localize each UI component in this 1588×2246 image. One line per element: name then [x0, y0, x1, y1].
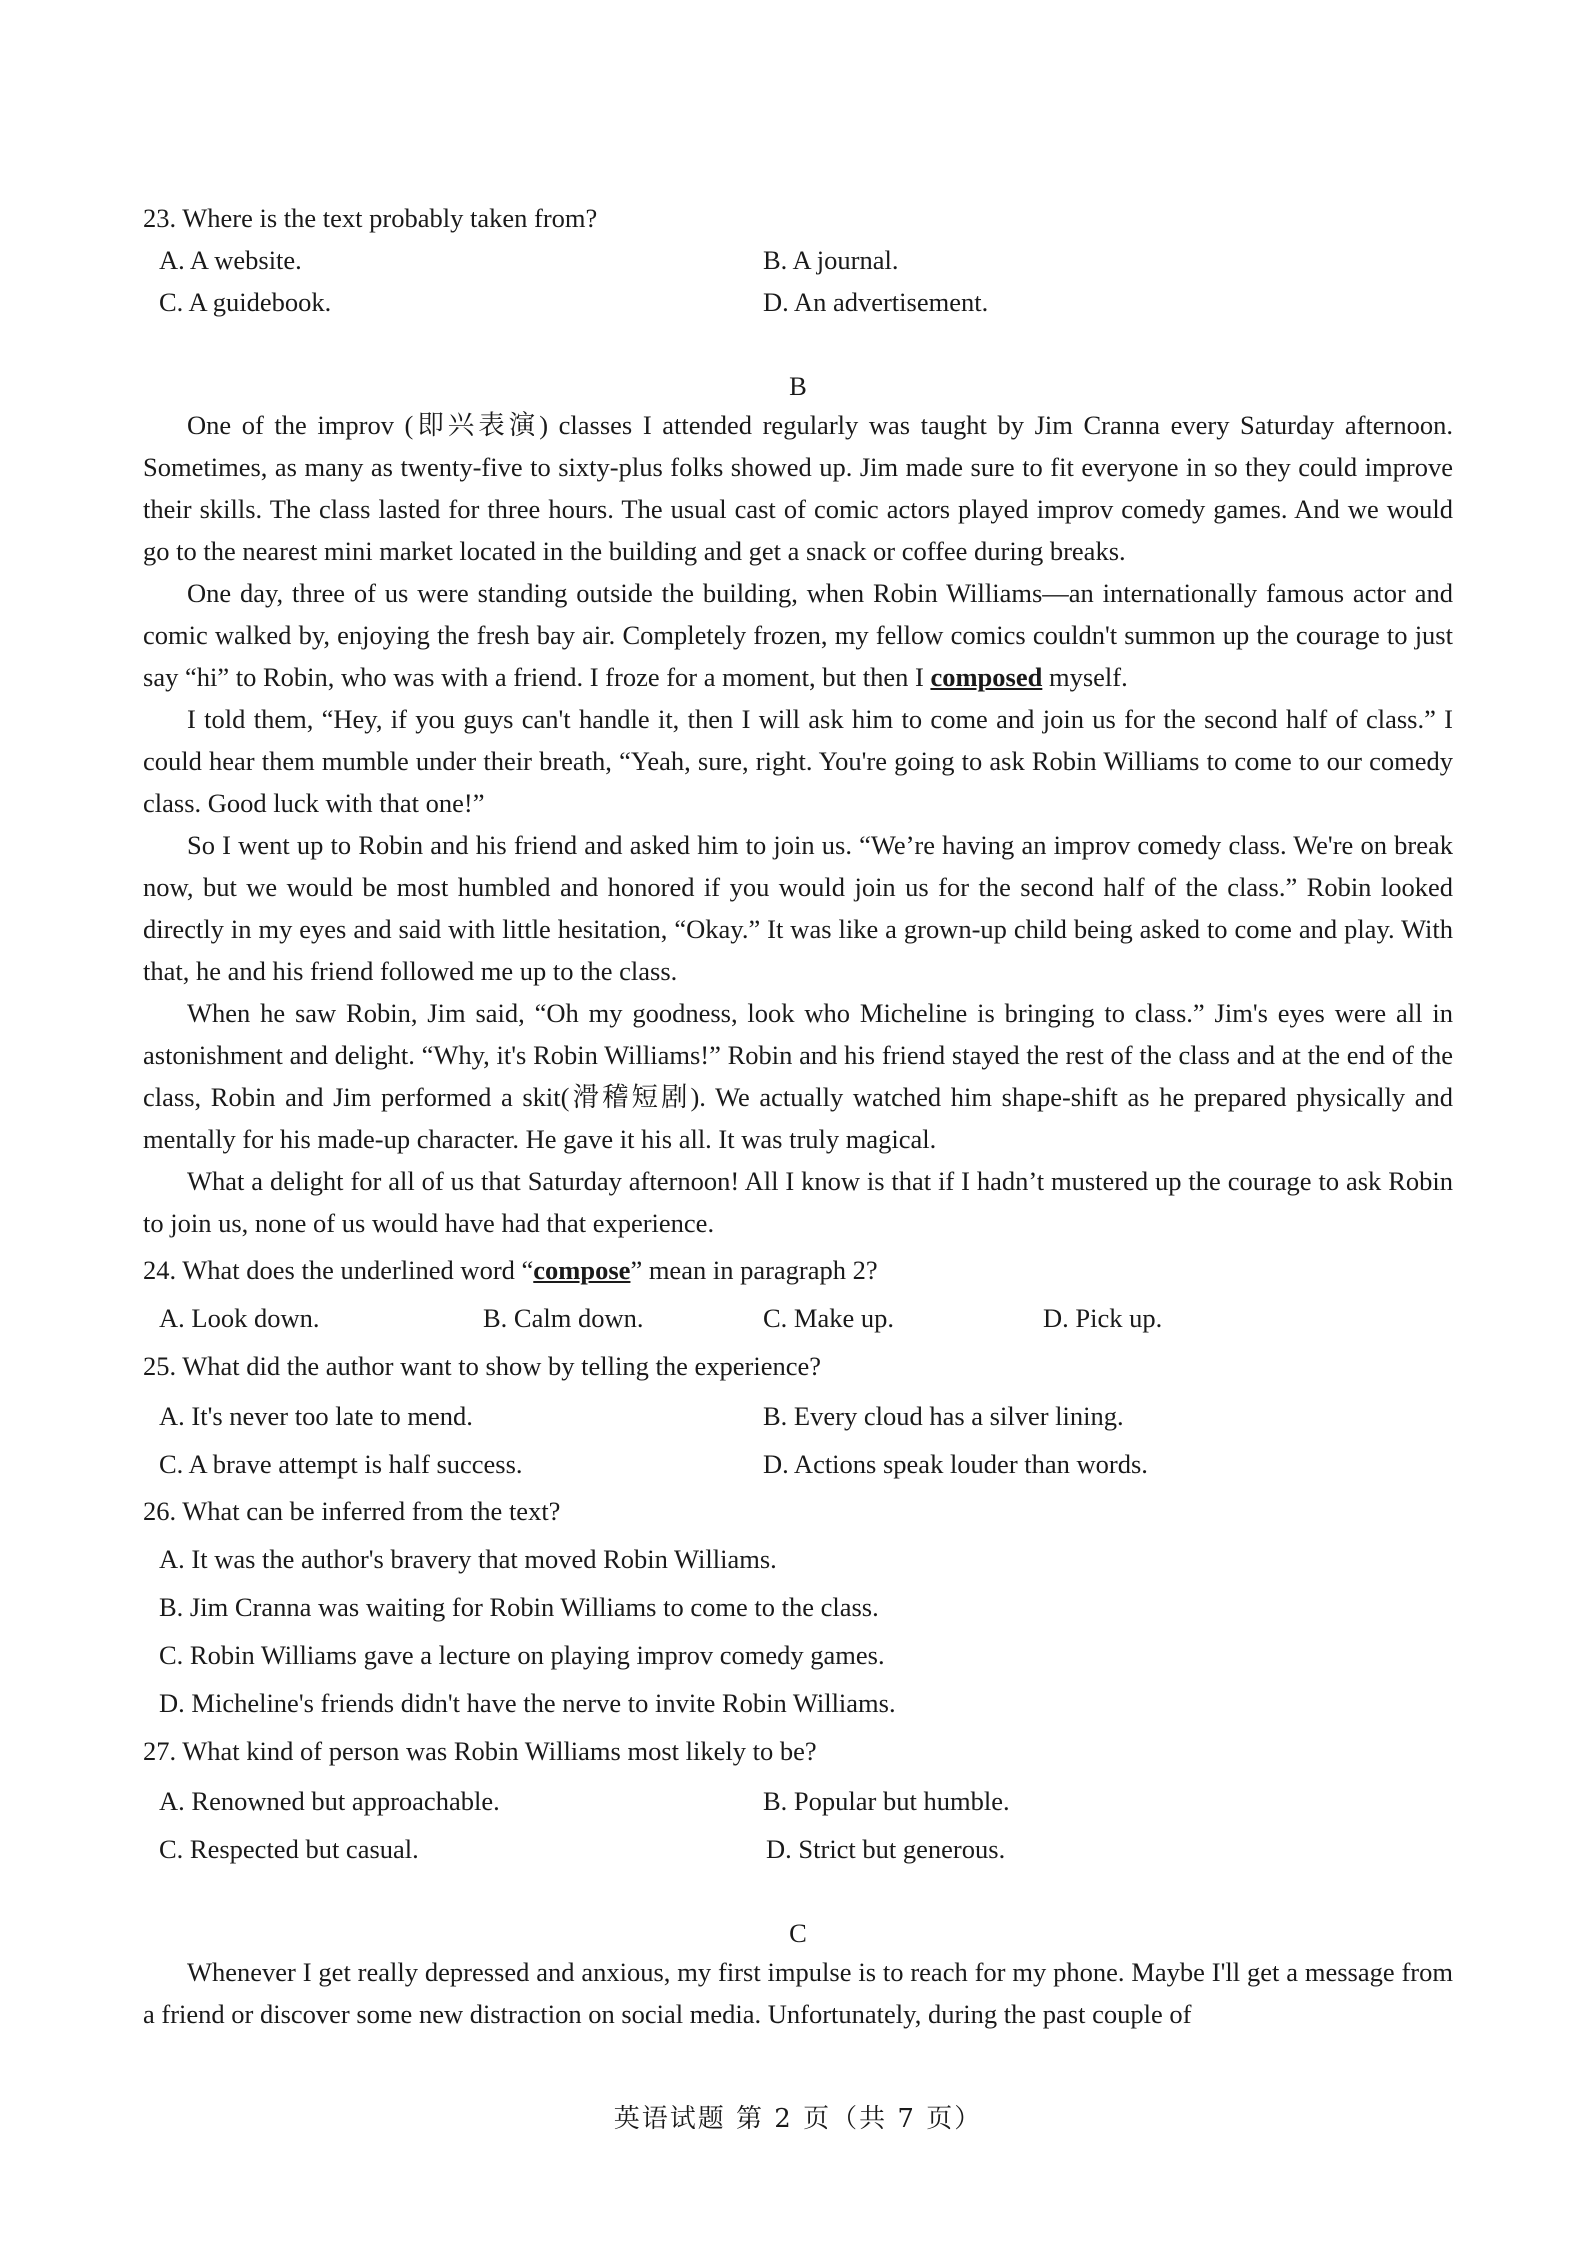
passage-b-paragraph-6: What a delight for all of us that Saturday afternoon! All I know is that if I hadn’t mustered up the courage to ask Robin to join us, none of us would have had that experience.	[143, 1166, 1453, 1238]
passage-b-paragraph-5: When he saw Robin, Jim said, “Oh my goodness, look who Micheline is bringing to class.” Jim's eyes were all in astonishment and delight. “Why, it's Robin Williams!” Robin and his friend stayed the rest of the class and at the end of the class, Robin and Jim performed a skit(滑稽短剧). We actually watched him shape-shift as he prepared physically and mentally for his made-up character. He gave it his all. It was truly magical.	[143, 998, 1453, 1154]
passage-b-paragraph-3: I told them, “Hey, if you guys can't handle it, then I will ask him to come and join us for the second half of class.” I could hear them mumble under their breath, “Yeah, sure, right. You're going to ask Robin Williams to come to our comedy class. Good luck with that one!”	[143, 704, 1453, 818]
q24-underlined-word: compose	[533, 1255, 631, 1285]
q26-option-c: C. Robin Williams gave a lecture on playing improv comedy games.	[159, 1640, 885, 1670]
q25-option-a: A. It's never too late to mend.	[159, 1401, 473, 1431]
q23-option-d: D. An advertisement.	[763, 287, 989, 317]
q24-option-b: B. Calm down.	[483, 1303, 644, 1333]
q25-option-d: D. Actions speak louder than words.	[763, 1449, 1148, 1479]
q27-option-a: A. Renowned but approachable.	[159, 1786, 500, 1816]
q27-stem: 27. What kind of person was Robin Williams most likely to be?	[143, 1736, 817, 1766]
q24-stem-before: 24. What does the underlined word “	[143, 1255, 534, 1285]
paragraph-2-text-before: One day, three of us were standing outside the building, when Robin Williams—an internationally famous actor and comic walked by, enjoying the fresh bay air. Completely frozen, my fellow comics couldn't summon up the courage to just say “hi” to Robin, who was with a friend. I froze for a moment, but then I	[143, 578, 1453, 692]
underlined-word-composed: composed	[930, 662, 1043, 692]
q26-option-b: B. Jim Cranna was waiting for Robin Williams to come to the class.	[159, 1592, 879, 1622]
passage-b-paragraph-2	[143, 572, 1453, 698]
passage-b-heading: B	[789, 371, 807, 401]
passage-b-paragraph-1: One of the improv (即兴表演) classes I attended regularly was taught by Jim Cranna every Saturday afternoon. Sometimes, as many as twenty-five to sixty-plus folks showed up. Jim made sure to fit everyone in so they could improve their skills. The class lasted for three hours. The usual cast of comic actors played improv comedy games. And we would go to the nearest mini market located in the building and get a snack or coffee during breaks.	[143, 410, 1453, 566]
paragraph-2-text-after: myself.	[1042, 662, 1128, 692]
q26-option-d: D. Micheline's friends didn't have the nerve to invite Robin Williams.	[159, 1688, 896, 1718]
q24-option-d: D. Pick up.	[1043, 1303, 1163, 1333]
q27-option-b: B. Popular but humble.	[763, 1786, 1010, 1816]
q24-stem-after: ” mean in paragraph 2?	[630, 1255, 878, 1285]
q27-option-c: C. Respected but casual.	[159, 1834, 419, 1864]
q23-option-c: C. A guidebook.	[159, 287, 332, 317]
q25-option-c: C. A brave attempt is half success.	[159, 1449, 523, 1479]
passage-c-paragraph-1: Whenever I get really depressed and anxious, my first impulse is to reach for my phone. Maybe I'll get a message from a friend or discover some new distraction on social media. Unfortunately, during the past couple of	[143, 1957, 1453, 2029]
q25-stem: 25. What did the author want to show by telling the experience?	[143, 1351, 822, 1381]
q25-option-b: B. Every cloud has a silver lining.	[763, 1401, 1124, 1431]
q26-stem: 26. What can be inferred from the text?	[143, 1496, 561, 1526]
q26-option-a: A. It was the author's bravery that moved Robin Williams.	[159, 1544, 777, 1574]
passage-c-heading: C	[789, 1918, 807, 1948]
q23-stem: 23. Where is the text probably taken from?	[143, 203, 598, 233]
q23-option-a: A. A website.	[159, 245, 302, 275]
page-footer: 英语试题 第 2 页（共 7 页）	[613, 2104, 983, 2134]
q24-stem	[143, 1253, 878, 1287]
q23-option-b: B. A journal.	[763, 245, 899, 275]
q24-option-c: C. Make up.	[763, 1303, 895, 1333]
q27-option-d: D. Strict but generous.	[766, 1834, 1006, 1864]
q24-option-a: A. Look down.	[159, 1303, 320, 1333]
passage-b-paragraph-4: So I went up to Robin and his friend and asked him to join us. “We’re having an improv comedy class. We're on break now, but we would be most humbled and honored if you would join us for the second half of the class.” Robin looked directly in my eyes and said with little hesitation, “Okay.” It was like a grown-up child being asked to come and play. With that, he and his friend followed me up to the class.	[143, 830, 1453, 986]
